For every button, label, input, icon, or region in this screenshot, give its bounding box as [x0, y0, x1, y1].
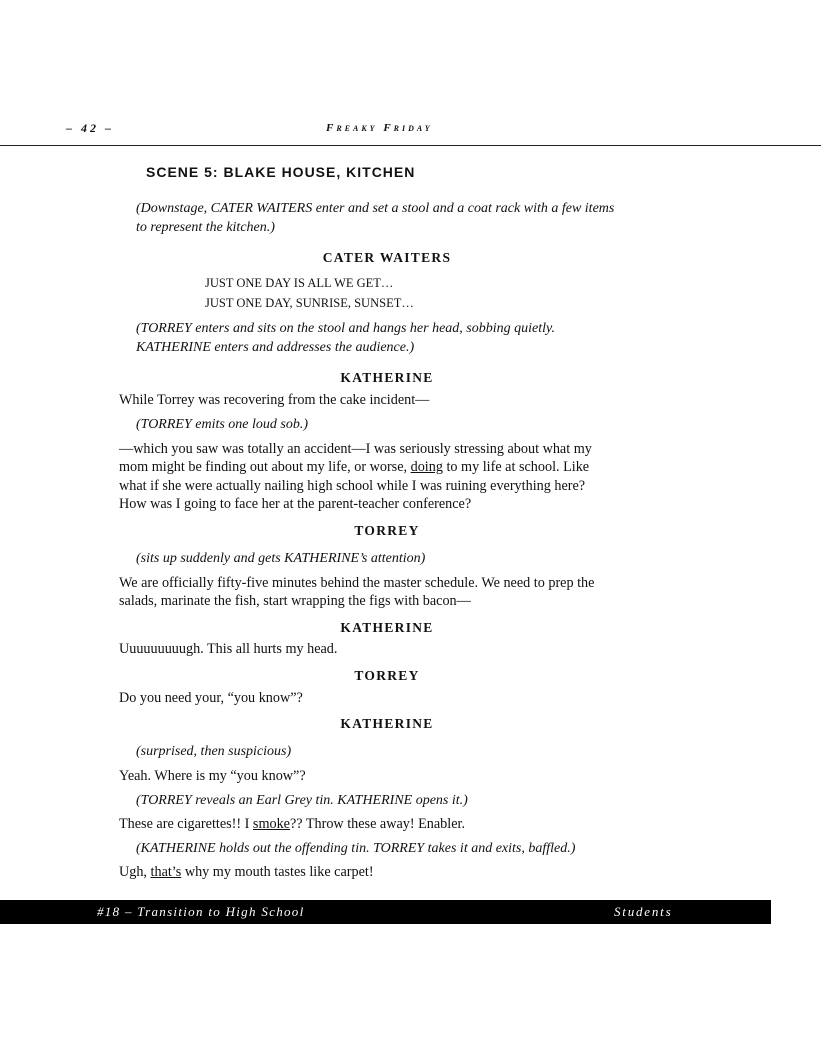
- dialogue-text: why my mouth tastes like carpet!: [181, 864, 374, 880]
- footer-bar: [0, 900, 771, 924]
- underlined-word: smoke: [252, 816, 290, 832]
- stage-direction: (TORREY enters and sits on the stool and hangs her head, sobbing quietly.: [136, 321, 555, 336]
- stage-direction: (sits up suddenly and gets KATHERINE’s attention): [136, 551, 426, 566]
- scene-heading: SCENE 5: BLAKE HOUSE, KITCHEN: [146, 164, 416, 180]
- dialogue-line: —which you saw was totally an accident—I was seriously stressing about what my: [119, 441, 592, 457]
- character-name: CATER WAITERS: [322, 250, 452, 265]
- dialogue-line: [119, 863, 374, 882]
- dialogue-line: Yeah. Where is my “you know”?: [119, 768, 306, 784]
- dialogue-line: Do you need your, “you know”?: [119, 690, 303, 706]
- lyric-line: JUST ONE DAY, SUNRISE, SUNSET…: [205, 296, 414, 310]
- header-rule: [0, 145, 821, 146]
- stage-direction: (TORREY reveals an Earl Grey tin. KATHERINE opens it.): [136, 793, 468, 808]
- character-name: KATHERINE: [340, 716, 434, 731]
- stage-direction: to represent the kitchen.): [136, 220, 275, 235]
- stage-direction: KATHERINE enters and addresses the audience.): [136, 340, 415, 355]
- dialogue-line: While Torrey was recovering from the cake incident—: [119, 392, 430, 408]
- dialogue-text: These are cigarettes!! I: [119, 816, 253, 832]
- dialogue-text: ?? Throw these away! Enabler.: [289, 816, 466, 832]
- dialogue-line: [119, 458, 589, 477]
- dialogue-line: Uuuuuuuuugh. This all hurts my head.: [119, 641, 338, 657]
- underlined-word: that’s: [150, 864, 182, 880]
- stage-direction: (Downstage, CATER WAITERS enter and set a stool and a coat rack with a few items: [136, 201, 615, 216]
- character-name: KATHERINE: [340, 620, 434, 635]
- dialogue-text: to my life at school. Like: [442, 459, 590, 475]
- dialogue-line: what if she were actually nailing high school while I was ruining everything here?: [119, 478, 586, 494]
- dialogue-line: How was I going to face her at the parent-teacher conference?: [119, 496, 472, 512]
- dialogue-line: [119, 815, 465, 834]
- lyric-line: JUST ONE DAY IS ALL WE GET…: [205, 276, 394, 290]
- page-number: – 42 –: [66, 121, 114, 135]
- character-name: TORREY: [354, 668, 420, 683]
- character-name: KATHERINE: [340, 370, 434, 385]
- stage-direction: (TORREY emits one loud sob.): [136, 417, 309, 432]
- dialogue-text: Ugh,: [119, 864, 151, 880]
- dialogue-line: We are officially fifty-five minutes behind the master schedule. We need to prep the: [119, 575, 595, 591]
- running-title: Freaky Friday: [326, 122, 433, 134]
- dialogue-line: salads, marinate the fish, start wrapping the figs with bacon—: [119, 593, 471, 609]
- dialogue-text: mom might be finding out about my life, or worse,: [119, 459, 411, 475]
- underlined-word: doing: [410, 459, 443, 475]
- stage-direction: (surprised, then suspicious): [136, 744, 292, 759]
- footer-track: #18 – Transition to High School: [97, 904, 305, 919]
- footer-section: Students: [614, 904, 673, 919]
- character-name: TORREY: [354, 523, 420, 538]
- stage-direction: (KATHERINE holds out the offending tin. TORREY takes it and exits, baffled.): [136, 841, 576, 856]
